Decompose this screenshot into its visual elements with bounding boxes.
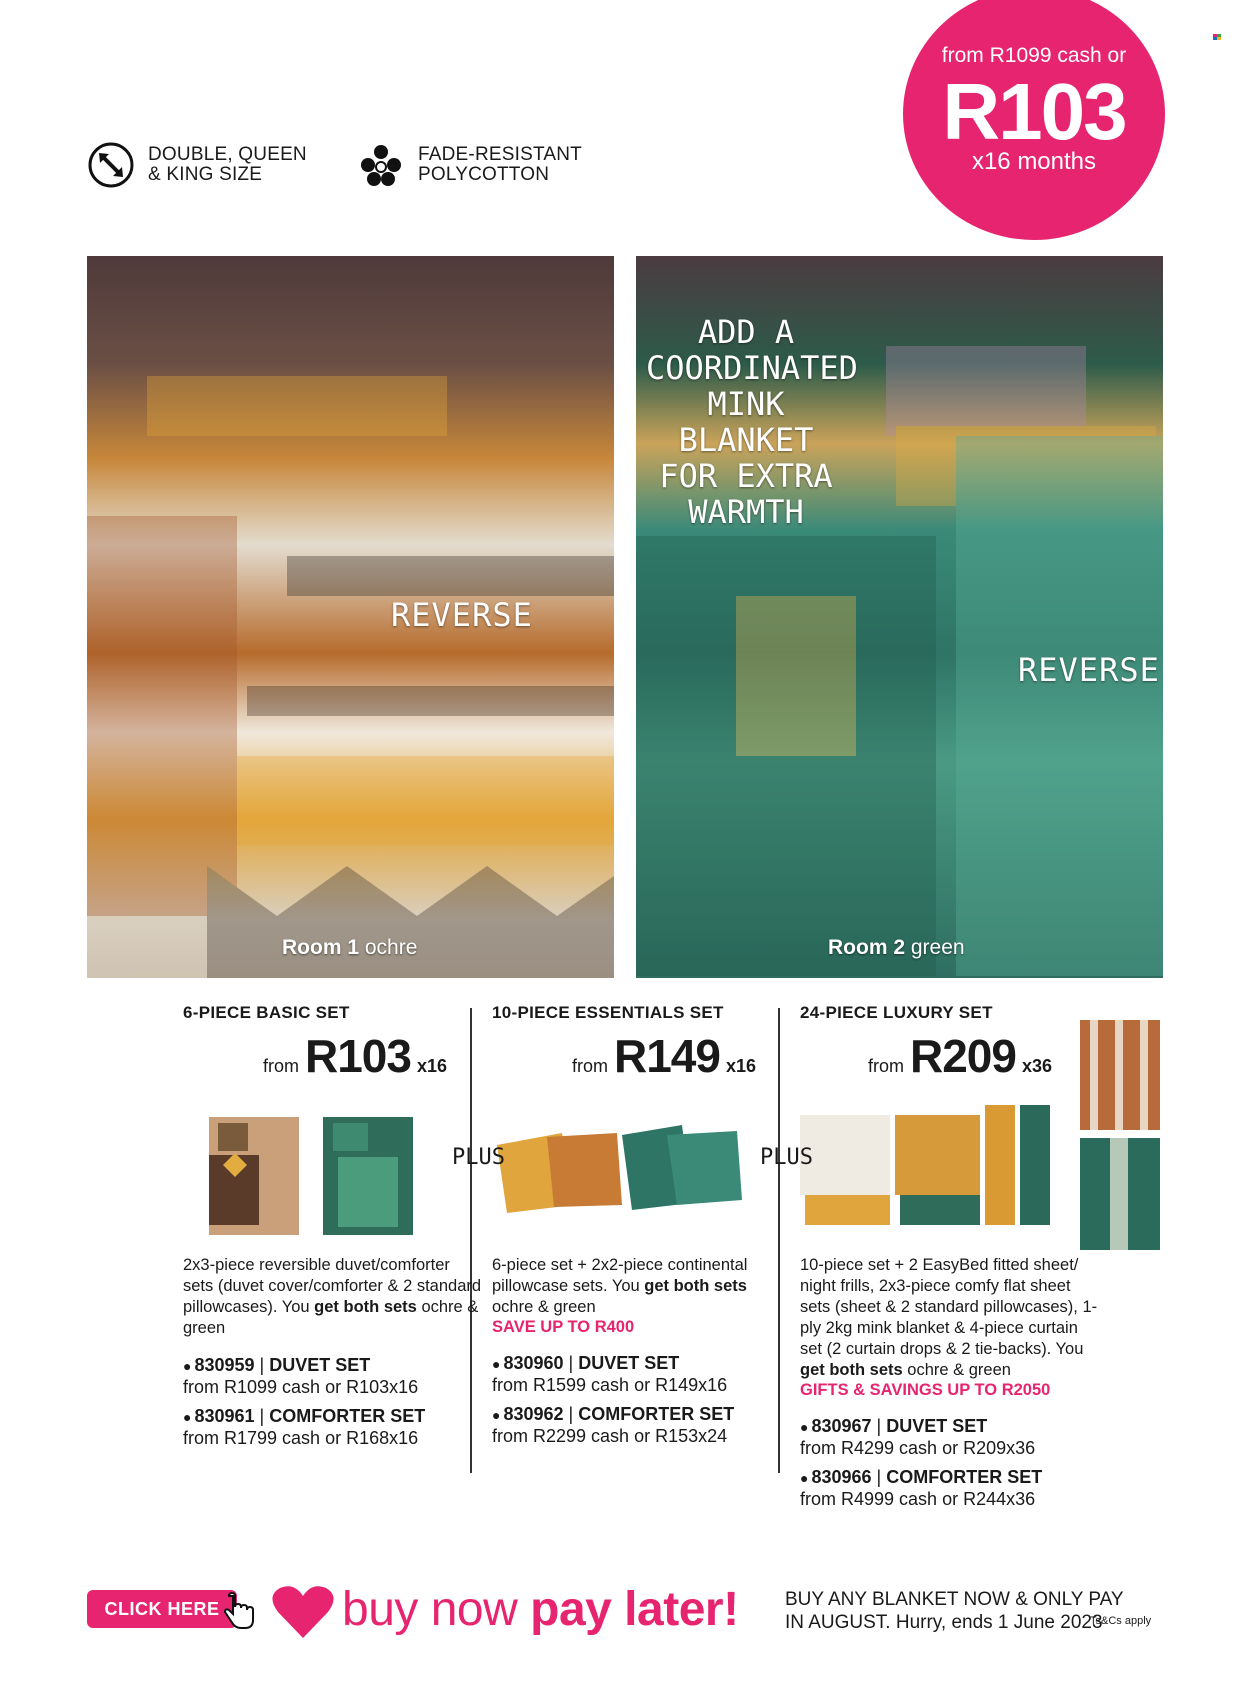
headline-light: buy now bbox=[342, 1583, 531, 1636]
plus-label: PLUS bbox=[760, 1145, 813, 1170]
bubble-cash-line: from R1099 cash or bbox=[941, 44, 1127, 67]
click-here-button[interactable]: CLICK HERE bbox=[87, 1590, 237, 1628]
sku-name: DUVET SET bbox=[578, 1353, 680, 1373]
price-amount: R103 bbox=[305, 1030, 411, 1082]
desc-text: 2x3-piece reversible duvet/comforter sets (duvet cover/comforter & 2 standard pillowcases). You bbox=[183, 1256, 482, 1316]
price-term: x16 bbox=[725, 1056, 757, 1076]
price-bubble bbox=[903, 0, 1165, 240]
set-savings: GIFTS & SAVINGS UP TO R2050 bbox=[800, 1381, 1051, 1399]
reverse-note: REVERSE bbox=[1018, 651, 1160, 689]
sku-duvet: ● 830967 | DUVET SET from R4299 cash or R209x36 bbox=[800, 1416, 1100, 1459]
set-title: 24-PIECE LUXURY SET bbox=[800, 1003, 993, 1022]
ochre-bedding-pattern bbox=[87, 256, 614, 978]
resize-arrow-icon bbox=[86, 140, 136, 190]
desc-bold: get both sets bbox=[800, 1361, 903, 1379]
price-from: from bbox=[263, 1056, 299, 1076]
sku-code: ● 830959 bbox=[183, 1355, 255, 1375]
sku-price: from R4999 cash or R244x36 bbox=[800, 1489, 1036, 1509]
sku-name: DUVET SET bbox=[886, 1416, 988, 1436]
reverse-note: REVERSE bbox=[391, 596, 533, 634]
desc-bold: get both sets bbox=[314, 1298, 417, 1316]
desc-colors: ochre & green bbox=[902, 1361, 1011, 1379]
headline-bold: pay later! bbox=[530, 1583, 739, 1636]
price-term: x36 bbox=[1021, 1056, 1053, 1076]
sku-comforter: ● 830961 | COMFORTER SET from R1799 cash or R168x16 bbox=[183, 1406, 483, 1449]
price-from: from bbox=[572, 1056, 608, 1076]
feature-fabric bbox=[356, 140, 582, 190]
sku-price: from R2299 cash or R153x24 bbox=[492, 1426, 728, 1446]
sku-price: from R1099 cash or R103x16 bbox=[183, 1377, 419, 1397]
sku-name: DUVET SET bbox=[269, 1355, 371, 1375]
room-2-name: Room 2 bbox=[828, 936, 906, 959]
bubble-price: R103 bbox=[942, 67, 1126, 156]
set-price bbox=[572, 1029, 792, 1083]
sku-name: COMFORTER SET bbox=[578, 1404, 735, 1424]
room-1-caption bbox=[282, 936, 417, 960]
plus-label: PLUS bbox=[452, 1145, 505, 1170]
blanket-annotation: ADD A COORDINATED MINK BLANKET FOR EXTRA WARMTH bbox=[646, 313, 858, 531]
set-description bbox=[800, 1255, 1100, 1381]
sku-name: COMFORTER SET bbox=[269, 1406, 426, 1426]
price-term: x16 bbox=[416, 1056, 448, 1076]
set-savings: SAVE UP TO R400 bbox=[492, 1318, 635, 1336]
heart-icon bbox=[272, 1584, 334, 1645]
room-1-color: ochre bbox=[364, 936, 418, 959]
desc-text: 10-piece set + 2 EasyBed fitted sheet/ night frills, 2x3-piece comfy flat sheet sets (sheet & 2 standard pillowcases), 1-ply 2kg mink blanket & 4-piece curtain set (2 curtain drops & 2 tie-backs). You bbox=[800, 1256, 1098, 1358]
feature-size-text: DOUBLE, QUEEN & KING SIZE bbox=[148, 144, 307, 185]
sku-code: ● 830967 bbox=[800, 1416, 872, 1436]
room-1-photo bbox=[87, 256, 614, 978]
room-2-photo bbox=[636, 256, 1163, 978]
bnpl-headline bbox=[342, 1582, 739, 1637]
set-basic bbox=[183, 1003, 483, 1449]
set-essentials bbox=[452, 1003, 792, 1447]
sku-code: ● 830966 bbox=[800, 1467, 872, 1487]
sku-price: from R4299 cash or R209x36 bbox=[800, 1438, 1036, 1458]
set-description bbox=[183, 1255, 483, 1339]
brand-dots bbox=[1213, 34, 1223, 40]
price-amount: R209 bbox=[910, 1030, 1016, 1082]
set-price bbox=[868, 1029, 1100, 1083]
set-luxury bbox=[760, 1003, 1100, 1510]
molecule-icon bbox=[356, 140, 406, 190]
blanket-swatches bbox=[1080, 1020, 1160, 1250]
room-1-name: Room 1 bbox=[282, 936, 360, 959]
sku-code: ● 830962 bbox=[492, 1404, 564, 1424]
promo-text: BUY ANY BLANKET NOW & ONLY PAY IN AUGUST. Hurry, ends 1 June 2023 bbox=[785, 1589, 1124, 1633]
pointer-hand-icon bbox=[223, 1592, 257, 1635]
bnpl-banner bbox=[0, 1580, 1250, 1650]
set-description bbox=[492, 1255, 792, 1318]
sku-price: from R1799 cash or R168x16 bbox=[183, 1428, 419, 1448]
terms-note: Ts&Cs apply bbox=[1090, 1615, 1152, 1627]
sku-comforter: ● 830966 | COMFORTER SET from R4999 cash or R244x36 bbox=[800, 1467, 1100, 1510]
sku-duvet: ● 830959 | DUVET SET from R1099 cash or R103x16 bbox=[183, 1355, 483, 1398]
continental-pillowcases-image bbox=[492, 1095, 772, 1245]
sku-price: from R1599 cash or R149x16 bbox=[492, 1375, 728, 1395]
sku-code: ● 830961 bbox=[183, 1406, 255, 1426]
sku-name: COMFORTER SET bbox=[886, 1467, 1043, 1487]
price-from: from bbox=[868, 1056, 904, 1076]
set-price bbox=[263, 1029, 483, 1083]
bubble-term: x16 months bbox=[971, 148, 1097, 175]
sku-code: ● 830960 bbox=[492, 1353, 564, 1373]
desc-colors: ochre & green bbox=[492, 1298, 596, 1316]
desc-bold: get both sets bbox=[644, 1277, 747, 1295]
room-2-caption bbox=[828, 936, 965, 960]
feature-size bbox=[86, 140, 307, 190]
set-product-images bbox=[452, 1095, 792, 1245]
set-product-images bbox=[760, 1095, 1100, 1245]
price-amount: R149 bbox=[614, 1030, 720, 1082]
sku-duvet: ● 830960 | DUVET SET from R1599 cash or R149x16 bbox=[492, 1353, 792, 1396]
set-title: 10-PIECE ESSENTIALS SET bbox=[492, 1003, 724, 1022]
desc-text: 6-piece set + 2x2-piece continental pillowcase sets. You bbox=[492, 1256, 748, 1295]
feature-fabric-text: FADE-RESISTANT POLYCOTTON bbox=[418, 144, 582, 185]
set-title: 6-PIECE BASIC SET bbox=[183, 1003, 350, 1022]
set-product-images bbox=[183, 1095, 483, 1245]
duvet-sets-image bbox=[183, 1095, 443, 1245]
desc-colors: ochre & green bbox=[183, 1298, 479, 1337]
sku-comforter: ● 830962 | COMFORTER SET from R2299 cash or R153x24 bbox=[492, 1404, 792, 1447]
room-2-color: green bbox=[910, 936, 965, 959]
